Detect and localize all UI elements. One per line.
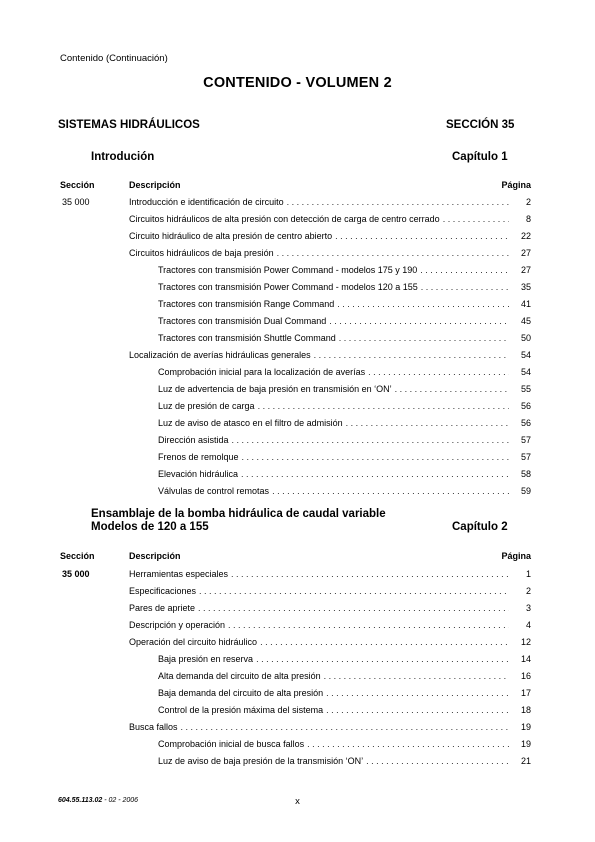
toc-entry[interactable]: Alta demanda del circuito de alta presión . . . 16 [158, 671, 531, 683]
chapter-2-title-line-2: Modelos de 120 a 155 [91, 521, 209, 533]
toc-entry[interactable]: Válvulas de control remotas . . . 59 [158, 486, 531, 498]
toc-entry[interactable]: Luz de aviso de atasco en el filtro de admisión . . . 56 [158, 418, 531, 430]
doc-date: - 02 - 2006 [102, 797, 139, 804]
toc-entry[interactable]: Localización de averías hidráulicas generales . . . 54 [129, 350, 531, 362]
chapter-2-section-code: 35 000 [62, 569, 90, 579]
toc-entry[interactable]: Circuito hidráulico de alta presión de centro abierto . . . 22 [129, 231, 531, 243]
chapter-1-section-code: 35 000 [62, 197, 90, 207]
column-header-section: Sección [60, 180, 95, 190]
toc-entry[interactable]: Circuitos hidráulicos de baja presión . . . 27 [129, 248, 531, 260]
toc-entry[interactable]: Luz de aviso de baja presión de la transmisión ‘ON’ . . . 21 [158, 756, 531, 768]
toc-entry[interactable]: Busca fallos . . . 19 [129, 722, 531, 734]
toc-entry[interactable]: Control de la presión máxima del sistema . . . 18 [158, 705, 531, 717]
toc-entry[interactable]: Pares de apriete . . . 3 [129, 603, 531, 615]
column-header-description: Descripción [129, 551, 181, 561]
column-header-page: Página [501, 551, 531, 561]
toc-entry[interactable]: Tractores con transmisión Shuttle Command . . . 50 [158, 333, 531, 345]
section-number: SECCIÓN 35 [446, 119, 515, 131]
toc-entry[interactable]: Introducción e identificación de circuito . . . 2 [129, 197, 531, 209]
system-title: SISTEMAS HIDRÁULICOS [58, 119, 200, 131]
chapter-1-label: Capítulo 1 [452, 151, 508, 163]
toc-entry[interactable]: Herramientas especiales . . . 1 [129, 569, 531, 581]
toc-entry[interactable]: Luz de presión de carga . . . 56 [158, 401, 531, 413]
toc-entry[interactable]: Frenos de remolque . . . 57 [158, 452, 531, 464]
chapter-1-title: Introdución [91, 151, 155, 163]
chapter-2-label: Capítulo 2 [452, 521, 508, 533]
page-title: CONTENIDO - VOLUMEN 2 [203, 75, 392, 91]
toc-entry[interactable]: Baja presión en reserva . . . 14 [158, 654, 531, 666]
toc-entry[interactable]: Especificaciones . . . 2 [129, 586, 531, 598]
toc-entry[interactable]: Tractores con transmisión Dual Command . . . 45 [158, 316, 531, 328]
column-header-section: Sección [60, 551, 95, 561]
toc-entry[interactable]: Descripción y operación . . . 4 [129, 620, 531, 632]
toc-entry[interactable]: Tractores con transmisión Power Command - modelos 175 y 190 . . . 27 [158, 265, 531, 277]
toc-entry[interactable]: Baja demanda del circuito de alta presión . . . 17 [158, 688, 531, 700]
column-header-page: Página [501, 180, 531, 190]
toc-entry[interactable]: Elevación hidráulica . . . 58 [158, 469, 531, 481]
continued-label: Contenido (Continuación) [60, 53, 168, 64]
toc-entry[interactable]: Comprobación inicial de busca fallos . . . 19 [158, 739, 531, 751]
chapter-2-title [91, 508, 386, 534]
toc-entry[interactable]: Operación del circuito hidráulico . . . 12 [129, 637, 531, 649]
doc-number: 604.55.113.02 [58, 797, 103, 804]
toc-entry[interactable]: Comprobación inicial para la localización de averías . . . 54 [158, 367, 531, 379]
toc-entry[interactable]: Luz de advertencia de baja presión en transmisión en ‘ON’ . . . 55 [158, 384, 531, 396]
column-header-description: Descripción [129, 180, 181, 190]
toc-entry[interactable]: Tractores con transmisión Power Command - modelos 120 a 155 . . . 35 [158, 282, 531, 294]
chapter-2-title-line-1: Ensamblaje de la bomba hidráulica de caudal variable [91, 508, 386, 520]
toc-entry[interactable]: Circuitos hidráulicos de alta presión con detección de carga de centro cerrado . . . 8 [129, 214, 531, 226]
toc-entry[interactable]: Dirección asistida . . . 57 [158, 435, 531, 447]
toc-entry[interactable]: Tractores con transmisión Range Command . . . 41 [158, 299, 531, 311]
page-number: x [295, 796, 300, 807]
